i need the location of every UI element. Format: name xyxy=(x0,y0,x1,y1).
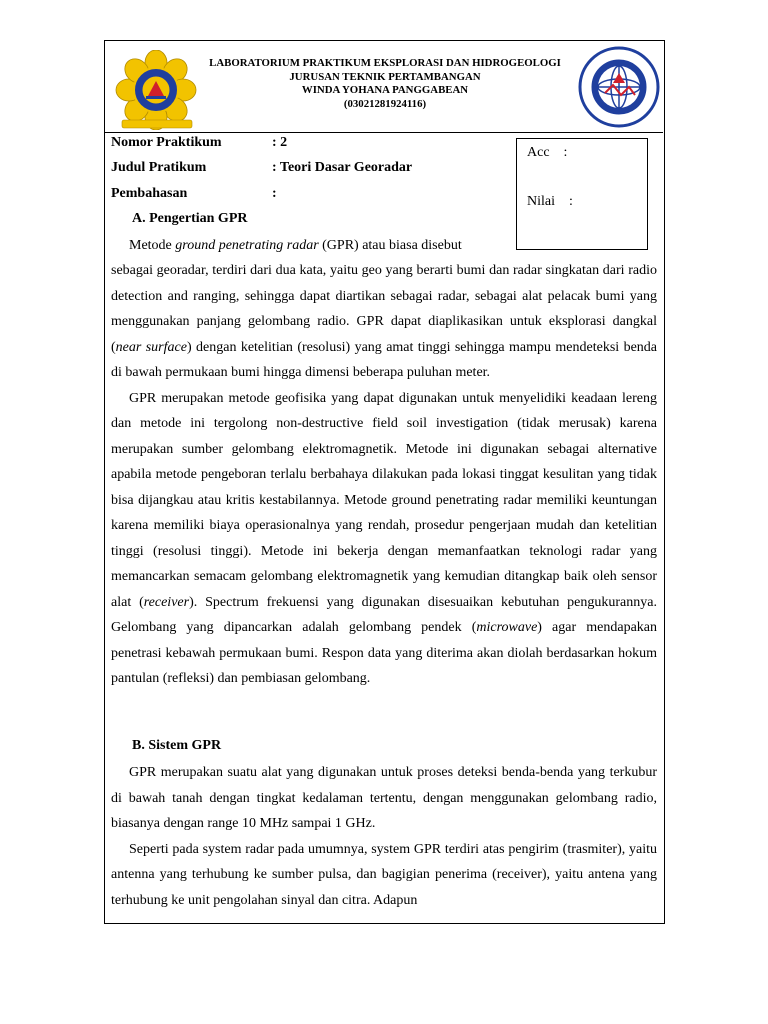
nomor-value: : 2 xyxy=(272,135,288,150)
section-a-heading: A. Pengertian GPR xyxy=(132,211,248,226)
header-line-jurusan: JURUSAN TEKNIK PERTAMBANGAN xyxy=(289,70,481,83)
acc-label: Acc xyxy=(527,145,550,160)
pembahasan-label: Pembahasan xyxy=(111,186,188,201)
italic-term: receiver xyxy=(143,594,190,610)
italic-term: near surface xyxy=(115,339,187,355)
nilai-label: Nilai xyxy=(527,194,555,209)
pembahasan-value: : xyxy=(272,186,277,201)
header-divider xyxy=(104,132,663,133)
text-run: ) agar mendapakan penetrasi kebawah permukaan bumi. Respon data yang diterima akan diolah berdasarkan hokum pantulan (refleksi) dan pembiasan gelombang. xyxy=(111,620,657,686)
acc-row xyxy=(527,145,567,161)
acc-grade-box xyxy=(516,138,648,250)
header-line-name: WINDA YOHANA PANGGABEAN xyxy=(301,84,469,96)
text-run: sebagai georadar, terdiri dari dua kata, yaitu geo yang berarti bumi dan radar singkatan dari radio detection and ranging, sehingga dapat diartikan sebagai radar, sebagai alat pelacak bumi yang menggunakan panjang gelombang radio. GPR dapat diaplikasikan untuk eksplorasi dangkal ( xyxy=(111,263,657,355)
section-a-body xyxy=(111,258,657,692)
paragraph xyxy=(111,258,657,386)
italic-term: ground penetrating radar xyxy=(175,238,319,253)
header-line-nim: (03021281924116) xyxy=(343,97,427,110)
text-run: (GPR) atau biasa disebut xyxy=(318,238,462,253)
paragraph: GPR merupakan suatu alat yang digunakan untuk proses deteksi benda-benda yang terkubur di bawah tanah dengan tingkat kedalaman tertentu, dengan menggunakan gelombang radio, biasanya dengan range 10 MHz sampai 1 GHz. xyxy=(111,765,657,831)
nilai-colon: : xyxy=(569,194,573,209)
paragraph: Seperti pada system radar pada umumnya, system GPR terdiri atas pengirim (trasmiter), yaitu antenna yang terhubung ke sumber pulsa, dan bagigian penerima (receiver), yaitu antena yang terhubung ke unit pengolahan sinyal dan citra. Adapun xyxy=(111,841,657,908)
header-line-lab: LABORATORIUM PRAKTIKUM EKSPLORASI DAN HIDROGEOLOGI xyxy=(209,57,561,69)
nilai-row xyxy=(527,194,573,210)
italic-term: microwave xyxy=(476,620,538,635)
text-run: Metode xyxy=(129,238,176,253)
judul-value: : Teori Dasar Georadar xyxy=(272,160,413,175)
section-a-p1-first-line xyxy=(111,233,509,259)
text-run: ) dengan ketelitian (resolusi) yang amat tinggi sehingga mampu mendeteksi benda di bawah permukaan bumi hingga dimensi beberapa puluhan meter. xyxy=(111,339,657,380)
section-b-heading: B. Sistem GPR xyxy=(132,738,222,753)
text-run: ). Spectrum frekuensi yang digunakan disesuaikan kebutuhan pengukurannya. Gelombang yang dipancarkan adalah gelombang pendek ( xyxy=(111,594,657,635)
nomor-label: Nomor Praktikum xyxy=(111,135,222,150)
lab-globe-seal-icon xyxy=(576,46,662,128)
page-header xyxy=(104,40,665,132)
text-run: GPR merupakan metode geofisika yang dapat digunakan untuk menyelidiki keadaan lereng dan metode ini tergolong non-destructive field soil investigation (tidak merusak) karena merupakan sumber gelombang elektromagnetik. Metode ini digunakan sebagai alternative apabila metode pengeboran terlalu berbahaya dilakukan pada lokasi tinggat kesulitan yang tidak bisa dijangkau atau kritis kestabilannya. Metode ground penetrating radar memiliki keuntungan karena memiliki biaya operasionalnya yang rendah, prosedur pengerjaan mudah dan ketelitian tinggi (resolusi tinggi). Metode ini bekerja dengan memanfaatkan teknologi radar yang memancarkan semacam gelombang elektromagnetik yang kemudian ditangkap baik oleh sensor alat ( xyxy=(111,390,657,610)
judul-label: Judul Pratikum xyxy=(111,160,207,175)
header-title-block xyxy=(196,57,574,111)
acc-colon: : xyxy=(563,145,568,160)
paragraph xyxy=(111,233,509,259)
paragraph xyxy=(111,386,657,692)
section-b-body xyxy=(111,760,657,913)
university-seal-icon xyxy=(112,50,202,130)
